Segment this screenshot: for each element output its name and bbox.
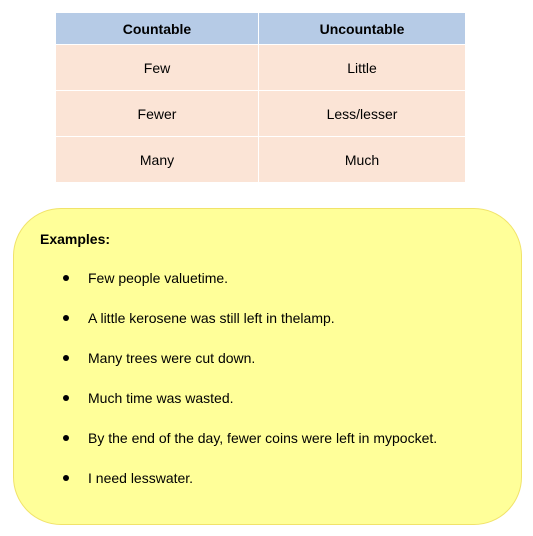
examples-list	[60, 269, 510, 509]
example-text: Many trees were cut down.	[88, 350, 256, 366]
table-cell-uncountable: Less/lesser	[259, 91, 466, 137]
bullet-icon	[63, 355, 69, 361]
list-item	[60, 349, 510, 389]
list-item	[60, 389, 510, 429]
example-text: I need lesswater.	[88, 470, 194, 486]
list-item	[60, 309, 510, 349]
examples-box	[13, 208, 522, 525]
table-header-row	[56, 13, 465, 45]
bullet-icon	[63, 475, 69, 481]
table-cell-countable: Fewer	[56, 91, 259, 137]
table-row	[56, 91, 465, 137]
list-item	[60, 269, 510, 309]
table-cell-uncountable: Little	[259, 45, 466, 91]
table-cell-countable: Few	[56, 45, 259, 91]
table-row	[56, 137, 465, 183]
header-uncountable: Uncountable	[259, 13, 466, 45]
table-cell-uncountable: Much	[259, 137, 466, 183]
bullet-icon	[63, 315, 69, 321]
table-cell-countable: Many	[56, 137, 259, 183]
example-text: By the end of the day, fewer coins were left in mypocket.	[88, 430, 438, 446]
examples-title: Examples:	[40, 231, 111, 247]
bullet-icon	[63, 275, 69, 281]
bullet-icon	[63, 435, 69, 441]
header-countable: Countable	[56, 13, 259, 45]
table-row	[56, 45, 465, 91]
example-text: A little kerosene was still left in thelamp.	[88, 310, 335, 326]
example-text: Few people valuetime.	[88, 270, 229, 286]
list-item	[60, 429, 510, 469]
countable-uncountable-table	[56, 13, 465, 182]
example-text: Much time was wasted.	[88, 390, 234, 406]
bullet-icon	[63, 395, 69, 401]
list-item	[60, 469, 510, 509]
comparison-table	[56, 13, 465, 182]
